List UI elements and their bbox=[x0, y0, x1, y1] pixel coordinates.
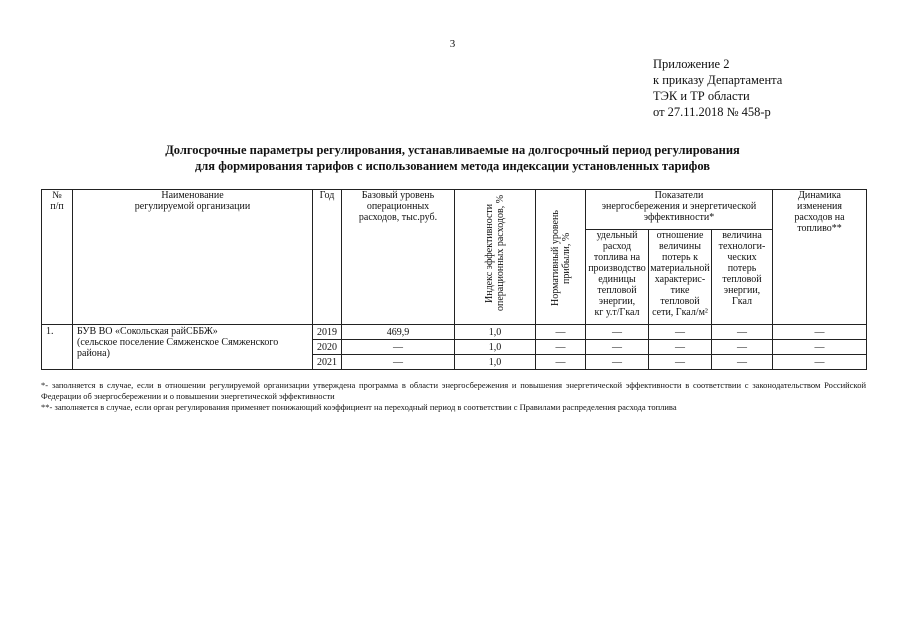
year-cell: 2019 bbox=[313, 325, 342, 340]
appendix-line: ТЭК и ТР области bbox=[653, 89, 750, 103]
appendix-line: Приложение 2 bbox=[653, 57, 730, 71]
fuel-dynamics-cell: — bbox=[773, 325, 867, 340]
appendix-line: к приказу Департамента bbox=[653, 73, 783, 87]
header-year: Год bbox=[313, 190, 342, 325]
profit-cell: — bbox=[536, 355, 586, 370]
header-loss-ratio: отношение величины потерь к материальной характерис- тике тепловой сети, Гкал/м² bbox=[649, 230, 712, 325]
title-line: для формирования тарифов с использованием метода индексации установленных тарифов bbox=[194, 159, 711, 173]
tech-losses-cell: — bbox=[712, 355, 773, 370]
row-number: 1. bbox=[42, 325, 73, 370]
tech-losses-cell: — bbox=[712, 340, 773, 355]
loss-ratio-cell: — bbox=[649, 340, 712, 355]
year-cell: 2020 bbox=[313, 340, 342, 355]
fuel-dynamics-cell: — bbox=[773, 340, 867, 355]
profit-cell: — bbox=[536, 340, 586, 355]
loss-ratio-cell: — bbox=[649, 325, 712, 340]
specific-fuel-cell: — bbox=[586, 355, 649, 370]
header-base-level: Базовый уровень операционных расходов, тыс.руб. bbox=[342, 190, 455, 325]
index-cell: 1,0 bbox=[455, 340, 536, 355]
footnotes bbox=[41, 380, 866, 413]
profit-cell: — bbox=[536, 325, 586, 340]
parameters-table bbox=[41, 189, 867, 370]
header-technological-losses: величина технологи- ческих потерь тепловой энергии, Гкал bbox=[712, 230, 773, 325]
index-cell: 1,0 bbox=[455, 355, 536, 370]
header-fuel-dynamics: Динамика изменения расходов на топливо** bbox=[773, 190, 867, 325]
appendix-line: от 27.11.2018 № 458-р bbox=[653, 105, 771, 119]
index-cell: 1,0 bbox=[455, 325, 536, 340]
appendix-block bbox=[653, 56, 782, 120]
document-title bbox=[20, 142, 885, 174]
header-profit-level: Нормативный уровень прибыли, % bbox=[536, 190, 586, 325]
tech-losses-cell: — bbox=[712, 325, 773, 340]
base-cell: — bbox=[342, 355, 455, 370]
table-row bbox=[42, 325, 867, 340]
footnote-fuel: **- заполняется в случае, если орган регулирования применяет понижающий коэффициент на переходный период в соответствии с Правилами распределения расхода топлива bbox=[41, 402, 677, 412]
header-organization: Наименование регулируемой организации bbox=[73, 190, 313, 325]
header-num: № п/п bbox=[42, 190, 73, 325]
page-number: 3 bbox=[449, 38, 456, 50]
fuel-dynamics-cell: — bbox=[773, 355, 867, 370]
header-specific-fuel: удельный расход топлива на производство единицы тепловой энергии, кг у.т/Гкал bbox=[586, 230, 649, 325]
loss-ratio-cell: — bbox=[649, 355, 712, 370]
organization-name: БУВ ВО «Сокольская райСББЖ» (сельское поселение Сямженское Сямженского района) bbox=[73, 325, 313, 370]
header-energy-indicators: Показатели энергосбережения и энергетической эффективности* bbox=[586, 190, 773, 230]
specific-fuel-cell: — bbox=[586, 340, 649, 355]
header-efficiency-index: Индекс эффективности операционных расходов, % bbox=[455, 190, 536, 325]
title-line: Долгосрочные параметры регулирования, устанавливаемые на долгосрочный период регулирования bbox=[165, 143, 740, 157]
base-cell: — bbox=[342, 340, 455, 355]
specific-fuel-cell: — bbox=[586, 325, 649, 340]
year-cell: 2021 bbox=[313, 355, 342, 370]
base-cell: 469,9 bbox=[342, 325, 455, 340]
footnote-energy: *- заполняется в случае, если в отношении регулируемой организации утверждена программа в области энергосбережения и повышения энергетической эффективности в соответствии с законодательством Российской Федерации об энергосбережении и о повышении энергетической эффективности bbox=[41, 380, 866, 401]
